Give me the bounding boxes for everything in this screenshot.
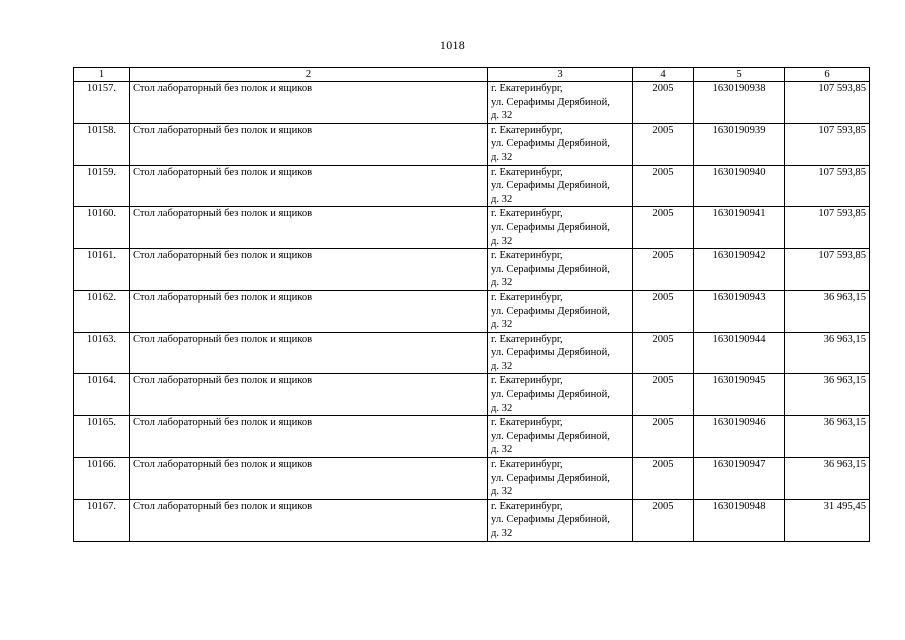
table-row — [74, 416, 870, 458]
inventory-number-cell: 1630190942 — [694, 249, 785, 291]
address-line: г. Екатеринбург, — [491, 208, 563, 220]
address-line: ул. Серафимы Дерябиной, — [491, 347, 610, 359]
cost-cell: 107 593,85 — [785, 165, 870, 207]
address-cell — [488, 165, 633, 207]
cost-cell: 107 593,85 — [785, 123, 870, 165]
item-name-cell: Стол лабораторный без полок и ящиков — [130, 290, 488, 332]
inventory-number-cell: 1630190943 — [694, 290, 785, 332]
address-line: ул. Серафимы Дерябиной, — [491, 430, 610, 442]
table-row — [74, 207, 870, 249]
item-name-cell: Стол лабораторный без полок и ящиков — [130, 123, 488, 165]
address-line: ул. Серафимы Дерябиной, — [491, 180, 610, 192]
address-line: д. 32 — [491, 528, 513, 539]
row-number-cell: 10159. — [74, 165, 130, 207]
table-row — [74, 374, 870, 416]
address-cell — [488, 82, 633, 124]
address-cell — [488, 332, 633, 374]
year-cell: 2005 — [633, 374, 694, 416]
table-row — [74, 290, 870, 332]
cost-cell: 36 963,15 — [785, 458, 870, 500]
address-cell — [488, 374, 633, 416]
cost-cell: 107 593,85 — [785, 207, 870, 249]
address-line: д. 32 — [491, 235, 513, 247]
item-name-cell: Стол лабораторный без полок и ящиков — [130, 458, 488, 500]
year-cell: 2005 — [633, 207, 694, 249]
address-cell — [488, 499, 633, 541]
address-line: г. Екатеринбург, — [491, 333, 563, 345]
inventory-number-cell: 1630190948 — [694, 499, 785, 541]
year-cell: 2005 — [633, 290, 694, 332]
year-cell: 2005 — [633, 249, 694, 291]
cost-cell: 36 963,15 — [785, 332, 870, 374]
address-line: ул. Серафимы Дерябиной, — [491, 96, 610, 108]
address-cell — [488, 458, 633, 500]
year-cell: 2005 — [633, 332, 694, 374]
header-row — [74, 68, 870, 82]
row-number-cell: 10167. — [74, 499, 130, 541]
table-row — [74, 458, 870, 500]
property-table — [73, 67, 870, 542]
column-header-6: 6 — [785, 68, 870, 82]
year-cell: 2005 — [633, 499, 694, 541]
address-line: д. 32 — [491, 110, 513, 122]
column-header-4: 4 — [633, 68, 694, 82]
page-number: 1018 — [439, 38, 466, 52]
table-row — [74, 332, 870, 374]
cost-cell: 36 963,15 — [785, 290, 870, 332]
item-name-cell: Стол лабораторный без полок и ящиков — [130, 416, 488, 458]
address-line: г. Екатеринбург, — [491, 500, 563, 512]
inventory-number-cell: 1630190940 — [694, 165, 785, 207]
inventory-number-cell: 1630190941 — [694, 207, 785, 249]
item-name-cell: Стол лабораторный без полок и ящиков — [130, 499, 488, 541]
address-line: ул. Серафимы Дерябиной, — [491, 138, 610, 150]
address-line: ул. Серафимы Дерябиной, — [491, 305, 610, 317]
address-line: ул. Серафимы Дерябиной, — [491, 389, 610, 401]
address-line: ул. Серафимы Дерябиной, — [491, 514, 610, 526]
address-cell — [488, 249, 633, 291]
address-line: д. 32 — [491, 486, 513, 498]
column-header-3: 3 — [488, 68, 633, 82]
column-header-2: 2 — [130, 68, 488, 82]
address-line: д. 32 — [491, 402, 513, 414]
address-line: д. 32 — [491, 319, 513, 331]
address-line: г. Екатеринбург, — [491, 459, 563, 471]
row-number-cell: 10163. — [74, 332, 130, 374]
row-number-cell: 10164. — [74, 374, 130, 416]
address-line: ул. Серафимы Дерябиной, — [491, 221, 610, 233]
item-name-cell: Стол лабораторный без полок и ящиков — [130, 249, 488, 291]
inventory-number-cell: 1630190939 — [694, 123, 785, 165]
table-row — [74, 123, 870, 165]
address-line: д. 32 — [491, 151, 513, 163]
address-cell — [488, 416, 633, 458]
address-line: г. Екатеринбург, — [491, 417, 563, 429]
inventory-number-cell: 1630190946 — [694, 416, 785, 458]
column-header-1: 1 — [74, 68, 130, 82]
address-line: г. Екатеринбург, — [491, 124, 563, 136]
inventory-number-cell: 1630190944 — [694, 332, 785, 374]
year-cell: 2005 — [633, 82, 694, 124]
address-line: ул. Серафимы Дерябиной, — [491, 263, 610, 275]
row-number-cell: 10161. — [74, 249, 130, 291]
table-body — [74, 82, 870, 542]
address-line: г. Екатеринбург, — [491, 250, 563, 262]
year-cell: 2005 — [633, 458, 694, 500]
cost-cell: 107 593,85 — [785, 82, 870, 124]
table-row — [74, 82, 870, 124]
inventory-number-cell: 1630190938 — [694, 82, 785, 124]
address-line: г. Екатеринбург, — [491, 166, 563, 178]
address-line: д. 32 — [491, 193, 513, 205]
cost-cell: 36 963,15 — [785, 374, 870, 416]
table-row — [74, 165, 870, 207]
item-name-cell: Стол лабораторный без полок и ящиков — [130, 165, 488, 207]
inventory-number-cell: 1630190947 — [694, 458, 785, 500]
row-number-cell: 10165. — [74, 416, 130, 458]
row-number-cell: 10157. — [74, 82, 130, 124]
item-name-cell: Стол лабораторный без полок и ящиков — [130, 82, 488, 124]
address-cell — [488, 123, 633, 165]
item-name-cell: Стол лабораторный без полок и ящиков — [130, 332, 488, 374]
cost-cell: 107 593,85 — [785, 249, 870, 291]
address-line: д. 32 — [491, 277, 513, 289]
row-number-cell: 10162. — [74, 290, 130, 332]
address-cell — [488, 290, 633, 332]
address-line: г. Екатеринбург, — [491, 375, 563, 387]
address-line: ул. Серафимы Дерябиной, — [491, 472, 610, 484]
year-cell: 2005 — [633, 165, 694, 207]
row-number-cell: 10160. — [74, 207, 130, 249]
address-cell — [488, 207, 633, 249]
table-row — [74, 249, 870, 291]
table-row — [74, 499, 870, 541]
address-line: г. Екатеринбург, — [491, 291, 563, 303]
cost-cell: 31 495,45 — [785, 499, 870, 541]
year-cell: 2005 — [633, 123, 694, 165]
address-line: д. 32 — [491, 444, 513, 456]
row-number-cell: 10166. — [74, 458, 130, 500]
row-number-cell: 10158. — [74, 123, 130, 165]
item-name-cell: Стол лабораторный без полок и ящиков — [130, 207, 488, 249]
address-line: г. Екатеринбург, — [491, 83, 563, 94]
address-line: д. 32 — [491, 360, 513, 372]
table-header — [74, 68, 870, 82]
item-name-cell: Стол лабораторный без полок и ящиков — [130, 374, 488, 416]
year-cell: 2005 — [633, 416, 694, 458]
inventory-number-cell: 1630190945 — [694, 374, 785, 416]
cost-cell: 36 963,15 — [785, 416, 870, 458]
column-header-5: 5 — [694, 68, 785, 82]
